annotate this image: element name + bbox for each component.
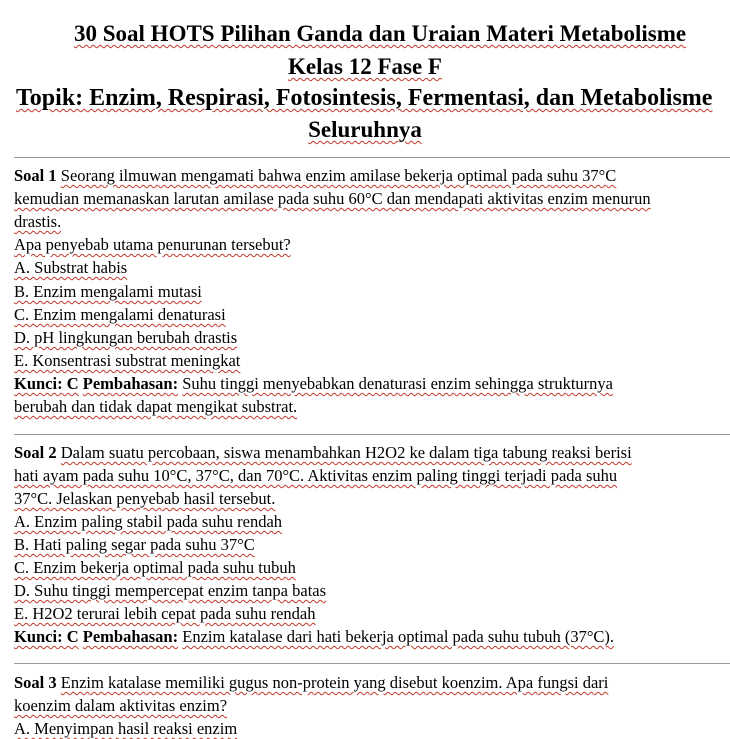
- question-2-option-b: B. Hati paling segar pada suhu 37°C: [14, 535, 255, 554]
- title-line-4: Seluruhnya: [308, 117, 422, 142]
- question-2-discussion-label: Pembahasan:: [82, 627, 179, 646]
- question-2-key: Kunci: C: [14, 627, 79, 646]
- question-3-stem-line-1: Soal 3 Enzim katalase memiliki gugus non-protein yang disebut koenzim. Apa fungsi dari: [14, 673, 609, 692]
- question-2-stem-line-3: 37°C. Jelaskan penyebab hasil tersebut.: [14, 489, 276, 508]
- separator: [14, 434, 730, 435]
- question-2-label: Soal 2: [14, 443, 57, 462]
- question-1-stem-line-3: drastis.: [14, 212, 62, 231]
- question-1-discussion-line-2: berubah dan tidak dapat mengikat substrat.: [14, 397, 298, 416]
- separator: [14, 663, 730, 664]
- question-1-option-d: D. pH lingkungan berubah drastis: [14, 328, 238, 347]
- question-3-label: Soal 3: [14, 673, 57, 692]
- question-2-option-c: C. Enzim bekerja optimal pada suhu tubuh: [14, 558, 296, 577]
- question-2-stem-line-1: Soal 2 Dalam suatu percobaan, siswa menambahkan H2O2 ke dalam tiga tabung reaksi berisi: [14, 443, 632, 462]
- title-line-3: Topik: Enzim, Respirasi, Fotosintesis, Fermentasi, dan Metabolisme: [16, 85, 713, 111]
- title-line-1: 30 Soal HOTS Pilihan Ganda dan Uraian Materi Metabolisme: [74, 21, 687, 46]
- question-1-option-a: A. Substrat habis: [14, 258, 128, 277]
- question-1-option-c: C. Enzim mengalami denaturasi: [14, 305, 226, 324]
- question-1-option-b: B. Enzim mengalami mutasi: [14, 282, 202, 301]
- question-1-stem-line-2: kemudian memanaskan larutan amilase pada suhu 60°C dan mendapati aktivitas enzim menurun: [14, 189, 651, 208]
- question-1-discussion-label: Pembahasan:: [82, 374, 179, 393]
- question-1-label: Soal 1: [14, 166, 57, 185]
- question-1-key: Kunci: C: [14, 374, 79, 393]
- question-2-answer: Kunci: C Pembahasan: Enzim katalase dari hati bekerja optimal pada suhu tubuh (37°C).: [14, 627, 615, 646]
- question-3-option-a: A. Menyimpan hasil reaksi enzim: [14, 719, 238, 738]
- question-3-stem-line-2: koenzim dalam aktivitas enzim?: [14, 696, 228, 715]
- title-line-2: Kelas 12 Fase F: [288, 54, 442, 79]
- question-1-option-e: E. Konsentrasi substrat meningkat: [14, 351, 241, 370]
- question-2-option-a: A. Enzim paling stabil pada suhu rendah: [14, 512, 283, 531]
- question-2-option-d: D. Suhu tinggi mempercepat enzim tanpa batas: [14, 581, 327, 600]
- question-2-stem-line-2: hati ayam pada suhu 10°C, 37°C, dan 70°C. Aktivitas enzim paling tinggi terjadi pada suhu: [14, 466, 618, 485]
- question-2-option-e: E. H2O2 terurai lebih cepat pada suhu rendah: [14, 604, 316, 623]
- question-1-answer: Kunci: C Pembahasan: Suhu tinggi menyebabkan denaturasi enzim sehingga strukturnya: [14, 374, 613, 393]
- question-1-stem-line-1: Soal 1 Seorang ilmuwan mengamati bahwa enzim amilase bekerja optimal pada suhu 37°C: [14, 166, 617, 185]
- question-1-prompt: Apa penyebab utama penurunan tersebut?: [14, 235, 291, 254]
- separator: [14, 157, 730, 158]
